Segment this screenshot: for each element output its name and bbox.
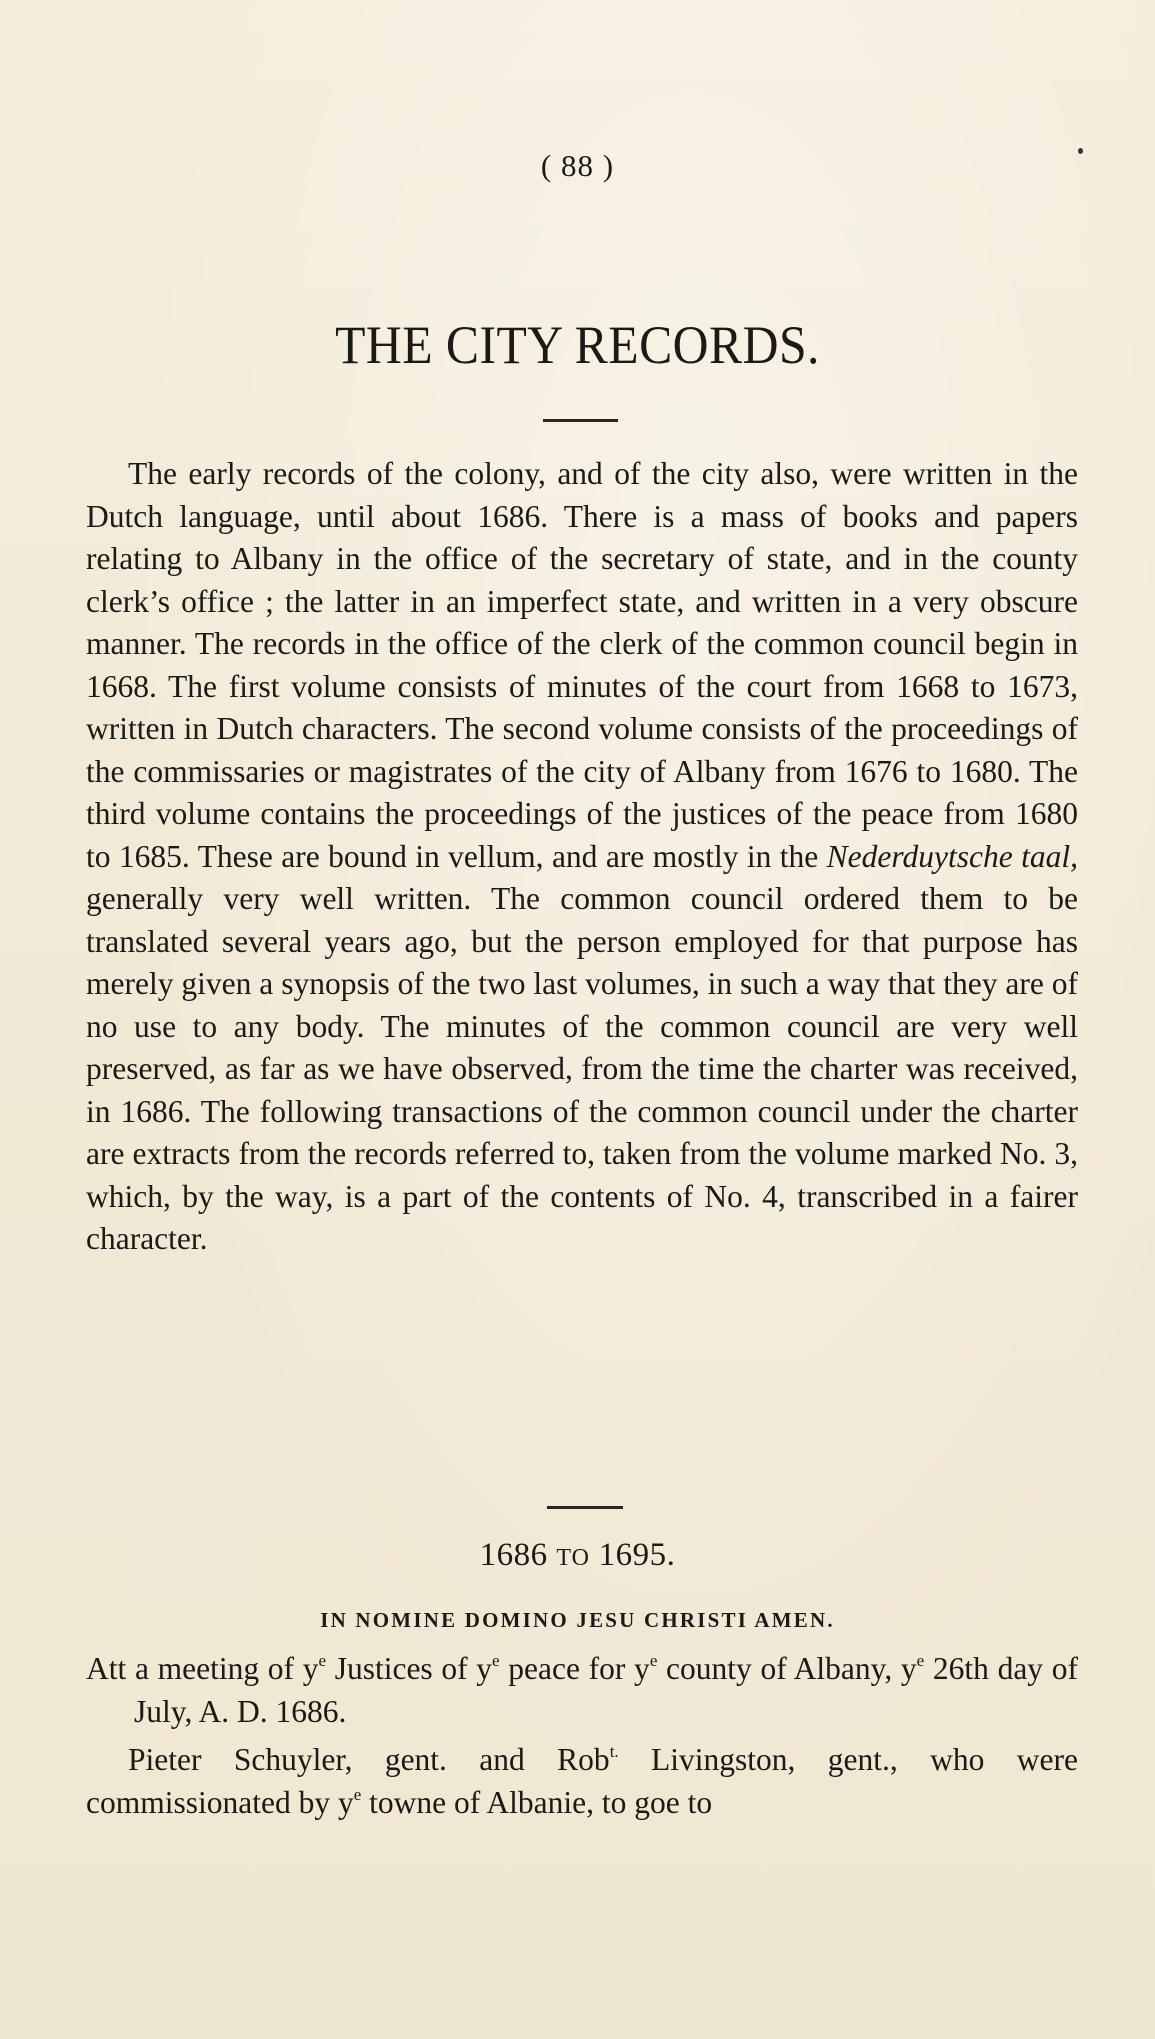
record-entry-meeting <box>86 1648 1078 1733</box>
superscript: e <box>318 1651 326 1670</box>
chapter-title: THE CITY RECORDS. <box>335 315 820 375</box>
council-record <box>86 1648 1078 1830</box>
superscript: e <box>492 1651 500 1670</box>
superscript: t. <box>609 1742 619 1761</box>
record-text: Pieter Schuyler, gent. and Rob <box>128 1742 610 1777</box>
years-end: 1695. <box>598 1537 676 1573</box>
record-text: Att a meeting of y <box>86 1651 319 1686</box>
record-text: towne of Albanie, to goe to <box>361 1784 713 1820</box>
intro-paragraph-text <box>86 453 1078 1261</box>
superscript: e <box>353 1784 362 1804</box>
superscript: e <box>916 1651 925 1670</box>
record-entry-commissioners <box>86 1739 1078 1824</box>
section-years-heading <box>0 1537 1155 1574</box>
record-text: peace for y <box>499 1651 650 1686</box>
title-rule <box>543 419 618 422</box>
record-text: Justices of y <box>326 1651 493 1686</box>
intro-italic-phrase: Nederduytsche taal, <box>826 838 1078 874</box>
intro-paragraph <box>86 453 1078 1261</box>
years-start: 1686 <box>479 1537 548 1573</box>
superscript: e <box>649 1651 658 1670</box>
intro-text-part-2: generally very well written. The common council ordered them to be translated several years ago, but the person employed for that purpose has merely given a synopsis of the two last volumes, in such a way that they are of no use to any body. The minutes of the common council are very well preserved, as far as we have observed, from the time the charter was received, in 1686. The following transactions of the common council under the charter are extracts from the records referred to, taken from the volume marked No. 3, which, by the way, is a part of the contents of No. 4, transcribed in a fairer character. <box>86 881 1078 1256</box>
record-text: 26th day of July, A. D. 1686. <box>134 1651 1078 1729</box>
record-text: Livingston, gent., who were commissionated by y <box>86 1742 1078 1820</box>
latin-invocation: IN NOMINE DOMINO JESU CHRISTI AMEN. <box>320 1608 835 1632</box>
page-number: ( 88 ) <box>540 148 615 183</box>
years-to: TO <box>556 1545 590 1571</box>
intro-text-part-1: The early records of the colony, and of the city also, were written in the Dutch language, until about 1686. There is a mass of books and papers relating to Albany in the office of the secretary of state, and in the county clerk’s office ; the latter in an imperfect state, and written in a very obscure manner. The records in the office of the clerk of the common council begin in 1668. The first volume consists of minutes of the court from 1668 to 1673, written in Dutch characters. The second volume consists of the proceedings of the commissaries or magistrates of the city of Albany from 1676 to 1680. The third volume contains the proceedings of the justices of the peace from 1680 to 1685. These are bound in vellum, and are mostly in the <box>86 456 1078 874</box>
section-rule <box>547 1506 623 1509</box>
record-text: county of Albany, y <box>657 1651 917 1686</box>
